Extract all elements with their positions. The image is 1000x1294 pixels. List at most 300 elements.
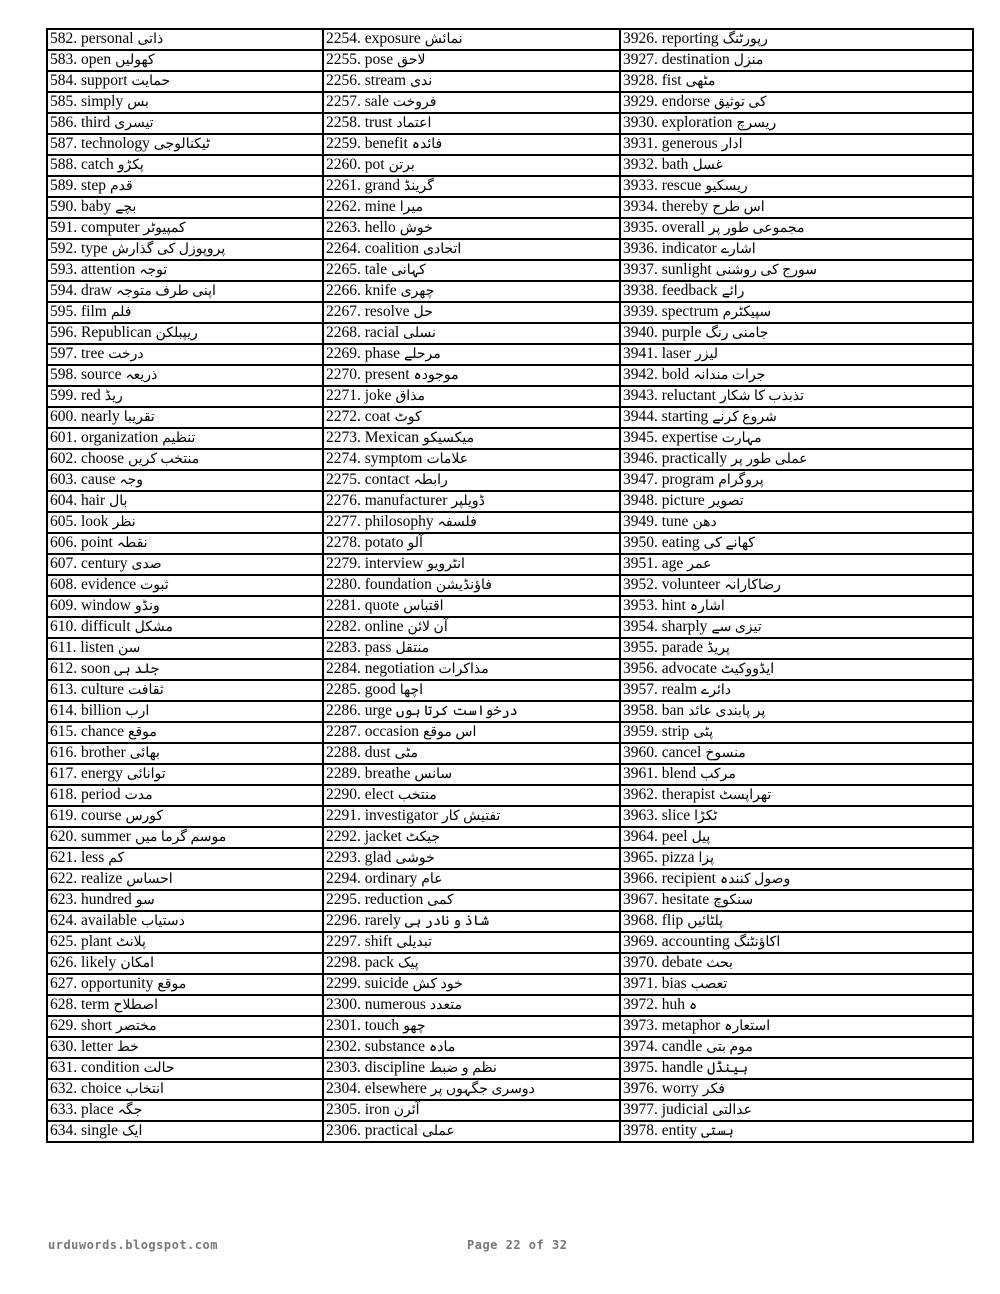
word-entry-cell — [620, 260, 973, 281]
urdu-translation: شروع کرنے — [712, 410, 777, 425]
word-entry-cell — [47, 260, 323, 281]
urdu-translation: منتخب کریں — [128, 452, 200, 467]
table-row — [47, 806, 973, 827]
word-entry-cell — [620, 953, 973, 974]
word-entry-cell — [47, 470, 323, 491]
word-entry-cell — [620, 302, 973, 323]
word-entry-cell — [47, 1016, 323, 1037]
english-word: 632. choice — [50, 1080, 122, 1097]
english-word: 603. cause — [50, 471, 116, 488]
word-entry-cell — [323, 596, 620, 617]
urdu-translation: مادہ — [429, 1040, 456, 1055]
english-word: 2297. shift — [326, 933, 393, 950]
urdu-translation: تقریبا — [123, 410, 155, 425]
urdu-translation: اکاؤنٹنگ — [733, 935, 781, 950]
urdu-translation: حل — [413, 305, 433, 320]
english-word: 2273. Mexican — [326, 429, 419, 446]
english-word: 605. look — [50, 513, 109, 530]
urdu-translation: کوٹ — [394, 410, 422, 425]
word-entry-cell — [620, 71, 973, 92]
urdu-translation: پلانٹ — [116, 935, 146, 950]
english-word: 584. support — [50, 72, 128, 89]
urdu-translation: رابطہ — [413, 473, 448, 488]
urdu-translation: ہ — [689, 998, 698, 1013]
urdu-translation: صدی — [131, 557, 162, 572]
word-entry-cell — [47, 407, 323, 428]
english-word: 3926. reporting — [623, 30, 719, 47]
table-row — [47, 1016, 973, 1037]
english-word: 2269. phase — [326, 345, 401, 362]
urdu-translation: تفتیش کار — [441, 809, 501, 824]
english-word: 2299. suicide — [326, 975, 409, 992]
word-entry-cell — [620, 491, 973, 512]
word-entry-cell — [323, 386, 620, 407]
english-word: 2304. elsewhere — [326, 1080, 427, 1097]
word-entry-cell — [47, 281, 323, 302]
urdu-translation: نظر — [112, 515, 136, 530]
urdu-translation: تذبذب کا شکار — [719, 389, 805, 404]
urdu-translation: وصول کنندہ — [719, 872, 791, 887]
urdu-translation: مذاکرات — [438, 662, 489, 677]
urdu-translation: استعارہ — [724, 1019, 771, 1034]
english-word: 3957. realm — [623, 681, 698, 698]
urdu-translation: امکان — [120, 956, 154, 971]
urdu-translation: ایڈووکیٹ — [720, 662, 775, 677]
english-word: 602. choose — [50, 450, 125, 467]
english-word: 3961. blend — [623, 765, 697, 782]
english-word: 2264. coalition — [326, 240, 419, 257]
word-entry-cell — [620, 470, 973, 491]
urdu-translation: عام — [421, 872, 443, 887]
urdu-translation: منسوخ — [705, 746, 746, 761]
english-word: 2276. manufacturer — [326, 492, 448, 509]
word-entry-cell — [47, 1079, 323, 1100]
english-word: 2255. pose — [326, 51, 394, 68]
table-row — [47, 1079, 973, 1100]
english-word: 3934. thereby — [623, 198, 709, 215]
urdu-translation: پیل — [691, 830, 711, 845]
english-word: 592. type — [50, 240, 108, 257]
word-entry-cell — [620, 638, 973, 659]
word-entry-cell — [323, 512, 620, 533]
english-word: 607. century — [50, 555, 128, 572]
english-word: 2283. pass — [326, 639, 392, 656]
table-row — [47, 890, 973, 911]
english-word: 2292. jacket — [326, 828, 402, 845]
english-word: 3978. entity — [623, 1122, 698, 1139]
word-entry-cell — [620, 113, 973, 134]
english-word: 2286. urge — [326, 702, 393, 719]
english-word: 2280. foundation — [326, 576, 432, 593]
table-row — [47, 281, 973, 302]
english-word: 3974. candle — [623, 1038, 703, 1055]
word-entry-cell — [47, 596, 323, 617]
english-word: 2293. glad — [326, 849, 392, 866]
word-entry-cell — [620, 1121, 973, 1142]
urdu-translation: ذریعہ — [125, 368, 158, 383]
urdu-translation: تھراپسٹ — [719, 788, 772, 803]
urdu-translation: اپنی طرف متوجہ — [116, 284, 216, 299]
english-word: 3954. sharply — [623, 618, 708, 635]
word-entry-cell — [323, 155, 620, 176]
word-entry-cell — [620, 911, 973, 932]
word-entry-cell — [620, 596, 973, 617]
table-row — [47, 71, 973, 92]
english-word: 596. Republican — [50, 324, 152, 341]
word-entry-cell — [323, 533, 620, 554]
urdu-translation: دھن — [692, 515, 717, 530]
english-word: 2287. occasion — [326, 723, 419, 740]
urdu-translation: تیزی سے — [711, 620, 762, 635]
english-word: 3933. rescue — [623, 177, 702, 194]
word-entry-cell — [323, 1037, 620, 1058]
english-word: 598. source — [50, 366, 122, 383]
english-word: 3969. accounting — [623, 933, 730, 950]
english-word: 613. culture — [50, 681, 125, 698]
word-entry-cell — [620, 680, 973, 701]
table-row — [47, 470, 973, 491]
table-row — [47, 365, 973, 386]
urdu-translation: پر پابندی عائد — [688, 704, 766, 719]
english-word: 3967. hesitate — [623, 891, 710, 908]
english-word: 611. listen — [50, 639, 115, 656]
word-entry-cell — [323, 785, 620, 806]
english-word: 2305. iron — [326, 1101, 390, 1118]
urdu-translation: فکر — [702, 1082, 725, 1097]
urdu-translation: اشارے — [720, 242, 756, 257]
urdu-translation: اعتماد — [396, 116, 432, 131]
english-word: 634. single — [50, 1122, 119, 1139]
english-word: 2254. exposure — [326, 30, 421, 47]
word-entry-cell — [323, 449, 620, 470]
table-row — [47, 197, 973, 218]
english-word: 2258. trust — [326, 114, 393, 131]
word-entry-cell — [323, 1016, 620, 1037]
english-word: 583. open — [50, 51, 112, 68]
word-entry-cell — [47, 974, 323, 995]
urdu-translation: سپیکٹرم — [722, 305, 772, 320]
word-entry-cell — [47, 827, 323, 848]
urdu-translation: میکسیکو — [422, 431, 475, 446]
word-entry-cell — [323, 428, 620, 449]
urdu-translation: مرحلے — [404, 347, 441, 362]
urdu-translation: ٹیکنالوجی — [153, 137, 211, 152]
urdu-translation: پکڑو — [117, 158, 144, 173]
word-entry-cell — [47, 806, 323, 827]
english-word: 2289. breathe — [326, 765, 411, 782]
word-entry-cell — [47, 197, 323, 218]
word-entry-cell — [47, 113, 323, 134]
urdu-translation: توجہ — [139, 263, 168, 278]
table-row — [47, 701, 973, 722]
table-row — [47, 1058, 973, 1079]
english-word: 3953. hint — [623, 597, 686, 614]
word-entry-cell — [323, 323, 620, 344]
english-word: 3964. peel — [623, 828, 688, 845]
urdu-translation: عملی طور پر — [731, 452, 808, 467]
word-entry-cell — [620, 974, 973, 995]
urdu-translation: مشکل — [134, 620, 173, 635]
urdu-translation: ونڈو — [134, 599, 160, 614]
english-word: 3960. cancel — [623, 744, 702, 761]
english-word: 2294. ordinary — [326, 870, 418, 887]
urdu-translation: ندی — [410, 74, 433, 89]
urdu-translation: پروگرام — [718, 473, 764, 488]
urdu-translation: پریڈ — [707, 641, 730, 656]
word-entry-cell — [323, 1121, 620, 1142]
word-entry-cell — [47, 764, 323, 785]
word-entry-cell — [47, 323, 323, 344]
english-word: 610. difficult — [50, 618, 131, 635]
word-entry-cell — [323, 71, 620, 92]
word-entry-cell — [620, 344, 973, 365]
vocabulary-table-body — [47, 29, 973, 1142]
urdu-translation: توانائی — [126, 767, 166, 782]
urdu-translation: وجہ — [119, 473, 144, 488]
urdu-translation: علامات — [426, 452, 469, 467]
urdu-translation: بس — [127, 95, 149, 110]
english-word: 3970. debate — [623, 954, 703, 971]
urdu-translation: موجودہ — [413, 368, 459, 383]
word-entry-cell — [620, 407, 973, 428]
table-row — [47, 1100, 973, 1121]
english-word: 3935. overall — [623, 219, 705, 236]
english-word: 3952. volunteer — [623, 576, 721, 593]
urdu-translation: دوسری جگہوں پر — [430, 1082, 535, 1097]
urdu-translation: پزا — [698, 851, 714, 866]
word-entry-cell — [47, 701, 323, 722]
table-row — [47, 785, 973, 806]
english-word: 585. simply — [50, 93, 124, 110]
english-word: 2271. joke — [326, 387, 392, 404]
urdu-translation: خوش — [399, 221, 433, 236]
table-row — [47, 554, 973, 575]
urdu-translation: انتخاب — [125, 1082, 164, 1097]
word-entry-cell — [323, 1100, 620, 1121]
english-word: 623. hundred — [50, 891, 132, 908]
urdu-translation: پٹی — [693, 725, 714, 740]
urdu-translation: آن لائن — [407, 620, 448, 635]
word-entry-cell — [323, 848, 620, 869]
word-entry-cell — [620, 575, 973, 596]
english-word: 3947. program — [623, 471, 715, 488]
urdu-translation: خط — [116, 1040, 139, 1055]
urdu-translation: جیکٹ — [405, 830, 441, 845]
english-word: 2282. online — [326, 618, 404, 635]
english-word: 3940. purple — [623, 324, 702, 341]
urdu-translation: فروخت — [392, 95, 437, 110]
word-entry-cell — [620, 176, 973, 197]
english-word: 2265. tale — [326, 261, 388, 278]
word-entry-cell — [620, 785, 973, 806]
word-entry-cell — [47, 617, 323, 638]
english-word: 3976. worry — [623, 1080, 699, 1097]
urdu-translation: ارب — [125, 704, 150, 719]
english-word: 608. evidence — [50, 576, 137, 593]
urdu-translation: کورس — [125, 809, 164, 824]
table-row — [47, 92, 973, 113]
word-entry-cell — [620, 449, 973, 470]
urdu-translation: فلسفہ — [437, 515, 477, 530]
english-word: 2306. practical — [326, 1122, 419, 1139]
urdu-translation: کم — [108, 851, 125, 866]
urdu-translation: ثبوت — [140, 578, 169, 593]
urdu-translation: دستیاب — [140, 914, 185, 929]
urdu-translation: بحث — [706, 956, 733, 971]
urdu-translation: فاؤنڈیشن — [435, 578, 492, 593]
urdu-translation: چھری — [400, 284, 435, 299]
english-word: 600. nearly — [50, 408, 120, 425]
footer-website: urduwords.blogspot.com — [48, 1238, 218, 1252]
word-entry-cell — [620, 659, 973, 680]
english-word: 3936. indicator — [623, 240, 717, 257]
word-entry-cell — [323, 932, 620, 953]
english-word: 3937. sunlight — [623, 261, 712, 278]
english-word: 3955. parade — [623, 639, 704, 656]
vocabulary-table — [46, 28, 974, 1143]
english-word: 3965. pizza — [623, 849, 695, 866]
english-word: 599. red — [50, 387, 101, 404]
table-row — [47, 911, 973, 932]
word-entry-cell — [47, 932, 323, 953]
urdu-translation: ہینڈل — [707, 1061, 749, 1076]
word-entry-cell — [47, 1121, 323, 1142]
table-row — [47, 29, 973, 50]
word-entry-cell — [47, 176, 323, 197]
table-row — [47, 1037, 973, 1058]
word-entry-cell — [47, 134, 323, 155]
english-word: 616. brother — [50, 744, 126, 761]
english-word: 619. course — [50, 807, 122, 824]
english-word: 3930. exploration — [623, 114, 733, 131]
urdu-translation: قدم — [109, 179, 133, 194]
english-word: 3966. recipient — [623, 870, 716, 887]
word-entry-cell — [323, 1079, 620, 1100]
english-word: 593. attention — [50, 261, 136, 278]
urdu-translation: منتخب — [398, 788, 437, 803]
urdu-translation: بھائی — [129, 746, 160, 761]
urdu-translation: متعدد — [429, 998, 462, 1013]
english-word: 2257. sale — [326, 93, 389, 110]
table-row — [47, 50, 973, 71]
urdu-translation: آلو — [407, 536, 423, 551]
english-word: 3938. feedback — [623, 282, 718, 299]
english-word: 2302. substance — [326, 1038, 426, 1055]
word-entry-cell — [47, 533, 323, 554]
table-row — [47, 722, 973, 743]
urdu-translation: چھو — [403, 1019, 426, 1034]
english-word: 3977. judicial — [623, 1101, 709, 1118]
english-word: 3944. starting — [623, 408, 709, 425]
table-row — [47, 323, 973, 344]
word-entry-cell — [620, 29, 973, 50]
urdu-translation: اصطلاح — [113, 998, 159, 1013]
urdu-translation: منتقل — [395, 641, 430, 656]
english-word: 2298. pack — [326, 954, 395, 971]
word-entry-cell — [323, 953, 620, 974]
english-word: 3948. picture — [623, 492, 705, 509]
table-row — [47, 386, 973, 407]
word-entry-cell — [620, 617, 973, 638]
urdu-translation: ایک — [122, 1124, 143, 1139]
urdu-translation: عدالتی — [712, 1103, 753, 1118]
english-word: 606. point — [50, 534, 113, 551]
urdu-translation: جرات مندانہ — [693, 368, 766, 383]
word-entry-cell — [47, 659, 323, 680]
urdu-translation: مرکب — [700, 767, 736, 782]
english-word: 587. technology — [50, 135, 150, 152]
urdu-translation: موسم گرما میں — [134, 830, 227, 845]
urdu-translation: آئرن — [393, 1103, 420, 1118]
english-word: 2256. stream — [326, 72, 407, 89]
english-word: 2301. touch — [326, 1017, 400, 1034]
english-word: 2275. contact — [326, 471, 410, 488]
english-word: 621. less — [50, 849, 105, 866]
english-word: 2263. hello — [326, 219, 396, 236]
english-word: 631. condition — [50, 1059, 140, 1076]
word-entry-cell — [47, 92, 323, 113]
urdu-translation: ڈویلپر — [451, 494, 485, 509]
footer-page-number: Page 22 of 32 — [467, 1238, 568, 1252]
urdu-translation: موم بتی — [706, 1040, 753, 1055]
english-word: 3971. bias — [623, 975, 687, 992]
english-word: 3939. spectrum — [623, 303, 719, 320]
urdu-translation: سن — [118, 641, 141, 656]
word-entry-cell — [47, 29, 323, 50]
word-entry-cell — [47, 848, 323, 869]
table-row — [47, 974, 973, 995]
english-word: 2272. coat — [326, 408, 391, 425]
english-word: 2277. philosophy — [326, 513, 434, 530]
word-entry-cell — [620, 218, 973, 239]
word-entry-cell — [323, 176, 620, 197]
word-entry-cell — [47, 71, 323, 92]
urdu-translation: نظم و ضبط — [429, 1061, 497, 1076]
urdu-translation: میرا — [399, 200, 424, 215]
word-entry-cell — [47, 449, 323, 470]
urdu-translation: حمایت — [131, 74, 171, 89]
urdu-translation: تیسری — [114, 116, 154, 131]
english-word: 626. likely — [50, 954, 117, 971]
word-entry-cell — [620, 239, 973, 260]
urdu-translation: عملی — [422, 1124, 455, 1139]
urdu-translation: لیزر — [695, 347, 718, 362]
english-word: 3958. ban — [623, 702, 685, 719]
english-word: 3951. age — [623, 555, 684, 572]
table-row — [47, 260, 973, 281]
english-word: 2285. good — [326, 681, 396, 698]
word-entry-cell — [47, 638, 323, 659]
table-row — [47, 827, 973, 848]
urdu-translation: خوشی — [395, 851, 435, 866]
urdu-translation: کمی — [427, 893, 454, 908]
english-word: 2290. elect — [326, 786, 395, 803]
urdu-translation: سورج کی روشنی — [715, 263, 817, 278]
table-row — [47, 743, 973, 764]
english-word: 2303. discipline — [326, 1059, 426, 1076]
word-entry-cell — [620, 1058, 973, 1079]
urdu-translation: برتن — [388, 158, 415, 173]
word-entry-cell — [47, 680, 323, 701]
english-word: 622. realize — [50, 870, 123, 887]
urdu-translation: بال — [109, 494, 128, 509]
english-word: 589. step — [50, 177, 106, 194]
word-entry-cell — [323, 764, 620, 785]
word-entry-cell — [620, 386, 973, 407]
table-row — [47, 1121, 973, 1142]
urdu-translation: فائدہ — [411, 137, 443, 152]
table-row — [47, 113, 973, 134]
